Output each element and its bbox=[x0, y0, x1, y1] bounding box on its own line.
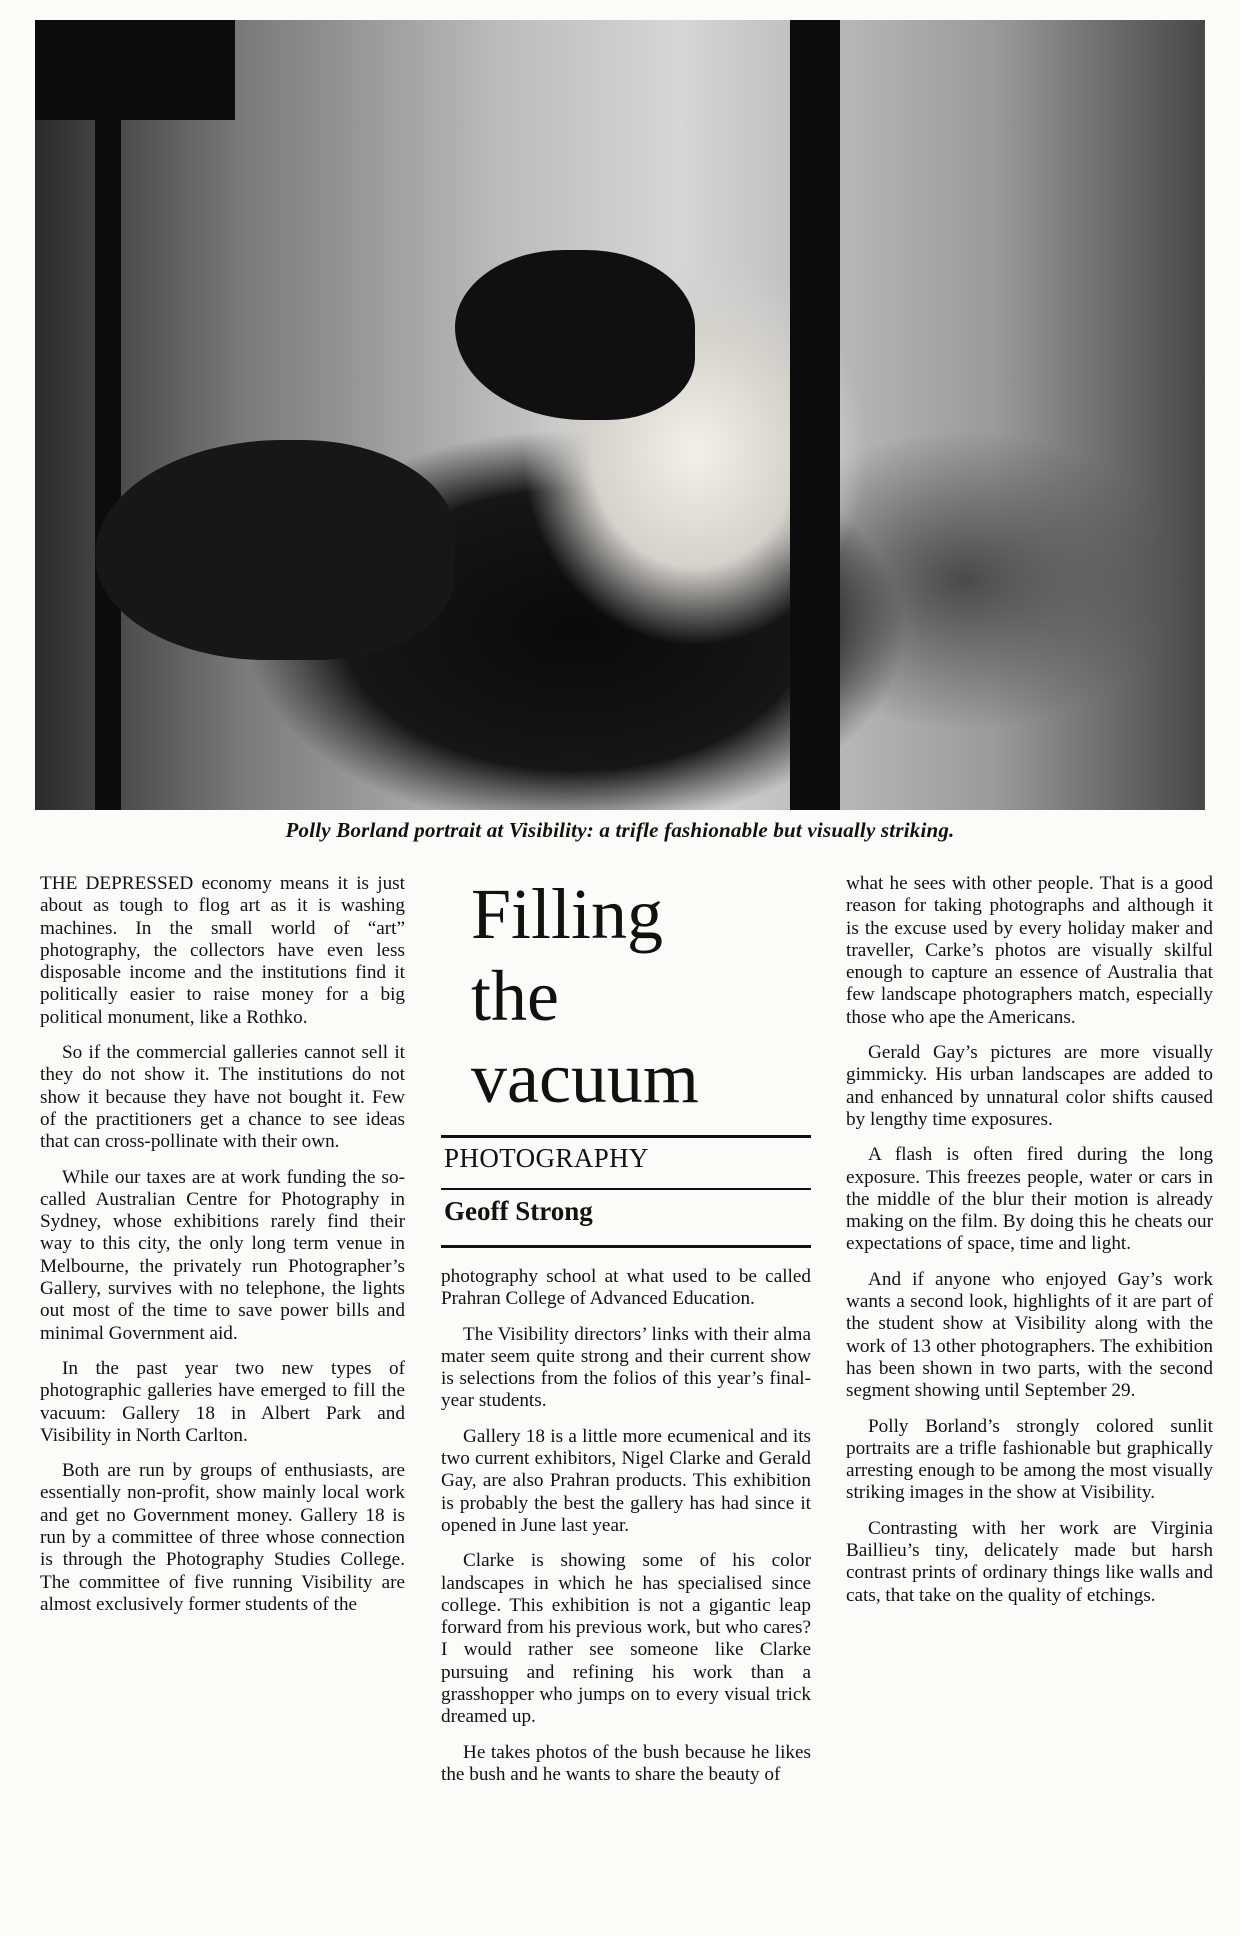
paragraph: In the past year two new types of photographic galleries have emerged to fill the vacuum: Gallery 18 in Albert Park and Visibility in North Carlton. bbox=[40, 1357, 405, 1446]
rule-middle bbox=[441, 1188, 811, 1190]
paragraph: photography school at what used to be called Prahran College of Advanced Education. bbox=[441, 1266, 811, 1310]
paragraph: Gallery 18 is a little more ecumenical and its two current exhibitors, Nigel Clarke and Gerald Gay, are also Prahran products. This exhibition is probably the best the gallery has had since it opened in June last year. bbox=[441, 1425, 811, 1536]
headline-line: the bbox=[471, 956, 559, 1036]
byline: Geoff Strong bbox=[444, 1196, 593, 1226]
paragraph: Gerald Gay’s pictures are more visually gimmicky. His urban landscapes are added to and enhanced by unnatural color shifts caused by lengthy time exposures. bbox=[846, 1042, 1213, 1130]
portrait-photograph bbox=[35, 20, 1205, 810]
paragraph: He takes photos of the bush because he likes the bush and he wants to share the beauty of bbox=[441, 1741, 811, 1785]
paragraph: Both are run by groups of enthusiasts, are essentially non-profit, show mainly local work and get no Government money. Gallery 18 is run by a committee of three whose connection is through the Photography Studies College. The committee of five running Visibility are almost exclusively former students of the bbox=[40, 1460, 405, 1615]
vertical-bar-right bbox=[790, 20, 840, 810]
column-3 bbox=[846, 873, 1213, 1620]
shoulder-shadow bbox=[95, 440, 455, 660]
section-label: PHOTOGRAPHY bbox=[444, 1143, 649, 1173]
paragraph: While our taxes are at work funding the so-called Australian Centre for Photography in Sydney, whose exhibitions rarely find their way to this city, the only long term venue in Melbourne, the privately run Photographer’s Gallery, survives with no telephone, the lights out most of the time to save power bills and minimal Government aid. bbox=[40, 1166, 405, 1344]
paragraph: THE DEPRESSED economy means it is just about as tough to flog art as it is washing machines. In the small world of “art” photography, the collectors have even less disposable income and the institutions find it politically easier to raise money for a big political monument, like a Rothko. bbox=[40, 873, 405, 1028]
paragraph: Clarke is showing some of his color landscapes in which he has specialised since college. This exhibition is not a gigantic leap forward from his previous work, but who cares? I would rather see someone like Clarke pursuing and refining his work than a grasshopper who jumps on to every visual trick dreamed up. bbox=[441, 1550, 811, 1728]
dark-corner bbox=[35, 20, 235, 120]
photo-caption: Polly Borland portrait at Visibility: a trifle fashionable but visually striking. bbox=[285, 818, 955, 842]
headline bbox=[441, 873, 811, 1119]
column-2-body bbox=[441, 1266, 811, 1799]
hair-shadow bbox=[455, 250, 695, 420]
paragraph: So if the commercial galleries cannot sell it they do not show it. The institutions do not show it because they have not bought it. Few of the practitioners get a chance to see ideas that can cross-pollinate with their own. bbox=[40, 1042, 405, 1153]
headline-line: Filling bbox=[471, 874, 664, 954]
rule-top bbox=[441, 1135, 811, 1138]
paragraph: A flash is often fired during the long exposure. This freezes people, water or cars in the middle of the blur their motion is already making on the film. By doing this he cheats our expectations of space, time and light. bbox=[846, 1144, 1213, 1255]
column-1 bbox=[40, 873, 405, 1629]
paragraph: what he sees with other people. That is a good reason for taking photographs and although it is the excuse used by every holiday maker and traveller, Carke’s photos are visually skilful enough to capture an essence of Australia that few landscape photographers match, especially those who ape the Americans. bbox=[846, 873, 1213, 1028]
paragraph: And if anyone who enjoyed Gay’s work wants a second look, highlights of it are part of the student show at Visibility along with the work of 13 other photographers. The exhibition has been shown in two parts, with the second segment showing until September 29. bbox=[846, 1268, 1213, 1402]
paragraph: Contrasting with her work are Virginia Baillieu’s tiny, delicately made but harsh contrast prints of ordinary things like walls and cats, that take on the quality of etchings. bbox=[846, 1517, 1213, 1606]
paragraph: Polly Borland’s strongly colored sunlit portraits are a trifle fashionable but graphically arresting enough to be among the most visually striking images in the show at Visibility. bbox=[846, 1415, 1213, 1504]
paragraph: The Visibility directors’ links with their alma mater seem quite strong and their current show is selections from the folios of this year’s final-year students. bbox=[441, 1323, 811, 1412]
vertical-bar-left bbox=[95, 20, 121, 810]
rule-bottom bbox=[441, 1245, 811, 1248]
headline-line: vacuum bbox=[471, 1038, 699, 1118]
